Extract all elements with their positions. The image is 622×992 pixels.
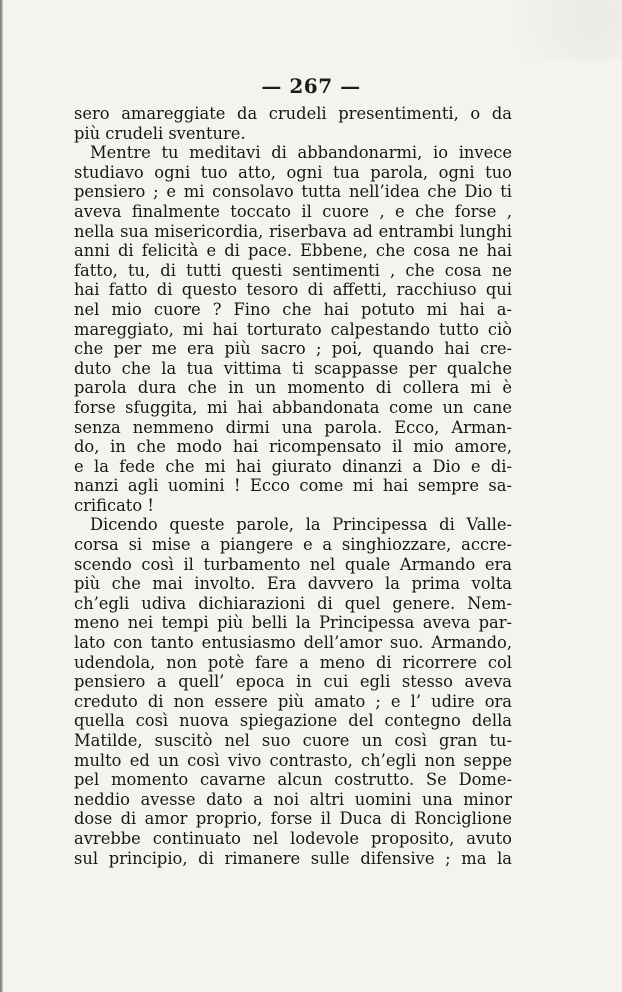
text-line: e la fede che mi hai giurato dinanzi a Dio e di-: [74, 456, 512, 476]
page-binding-edge: [0, 0, 3, 992]
text-line: più che mai involto. Era davvero la prima volta: [74, 574, 512, 594]
text-line: studiavo ogni tuo atto, ogni tua parola, ogni tuo: [74, 162, 512, 182]
text-line: creduto di non essere più amato ; e l’ udire ora: [74, 691, 512, 711]
text-line: aveva finalmente toccato il cuore , e che forse ,: [74, 201, 512, 221]
paper-texture: [482, 0, 622, 60]
text-line: scendo così il turbamento nel quale Armando era: [74, 554, 512, 574]
text-line: che per me era più sacro ; poi, quando hai cre-: [74, 339, 512, 359]
text-line: Dicendo queste parole, la Principessa di Valle-: [90, 515, 512, 535]
text-line: più crudeli sventure.: [74, 123, 246, 143]
text-line: mareggiato, mi hai torturato calpestando tutto ciò: [74, 319, 512, 339]
text-line: pensiero ; e mi consolavo tutta nell’idea che Dio ti: [74, 182, 512, 202]
text-line: nanzi agli uomini ! Ecco come mi hai sempre sa-: [74, 476, 512, 496]
text-line: meno nei tempi più belli la Principessa aveva par-: [74, 613, 512, 633]
text-line: pensiero a quell’ epoca in cui egli stesso aveva: [74, 672, 512, 692]
text-line: do, in che modo hai ricompensato il mio amore,: [74, 437, 512, 457]
body-text: [74, 104, 512, 868]
text-line: corsa si mise a piangere e a singhiozzare, accre-: [74, 535, 512, 555]
text-line: duto che la tua vittima ti scappasse per qualche: [74, 358, 512, 378]
text-line: dose di amor proprio, forse il Duca di Ronciglione: [74, 809, 512, 829]
text-line: Matilde, suscitò nel suo cuore un così gran tu-: [74, 731, 512, 750]
page-number: — 267 —: [261, 74, 361, 98]
paragraph: [74, 143, 512, 515]
text-line: nel mio cuore ? Fino che hai potuto mi hai a-: [74, 299, 512, 319]
paragraph: [74, 515, 512, 868]
text-line: nella sua misericordia, riserbava ad entrambi lunghi: [74, 221, 512, 241]
text-line: crificato !: [74, 495, 154, 515]
text-line: fatto, tu, di tutti questi sentimenti , che cosa ne: [74, 260, 512, 280]
text-line: hai fatto di questo tesoro di affetti, racchiuso qui: [74, 280, 512, 300]
text-line: senza nemmeno dirmi una parola. Ecco, Arman-: [74, 417, 512, 437]
text-line: Mentre tu meditavi di abbandonarmi, io invece: [90, 143, 512, 163]
text-line: forse sfuggita, mi hai abbandonata come un cane: [74, 397, 512, 417]
text-line: multo ed un così vivo contrasto, ch’egli non seppe: [74, 750, 512, 770]
paragraph: [74, 104, 512, 143]
text-line: neddio avesse dato a noi altri uomini una minor: [74, 789, 512, 809]
text-line: udendola, non potè fare a meno di ricorrere col: [74, 652, 512, 672]
text-line: quella così nuova spiegazione del contegno della: [74, 711, 512, 731]
text-line: anni di felicità e di pace. Ebbene, che cosa ne hai: [74, 241, 512, 261]
text-line: sul principio, di rimanere sulle difensive ; ma la: [74, 848, 512, 868]
text-line: sero amareggiate da crudeli presentimenti, o da: [74, 104, 512, 123]
text-line: parola dura che in un momento di collera mi è: [74, 378, 512, 398]
text-line: ch’egli udiva dichiarazioni di quel genere. Nem-: [74, 593, 512, 613]
text-line: avrebbe continuato nel lodevole proposito, avuto: [74, 828, 512, 848]
text-line: pel momento cavarne alcun costrutto. Se Dome-: [74, 770, 512, 790]
text-line: lato con tanto entusiasmo dell’amor suo. Armando,: [74, 633, 512, 653]
